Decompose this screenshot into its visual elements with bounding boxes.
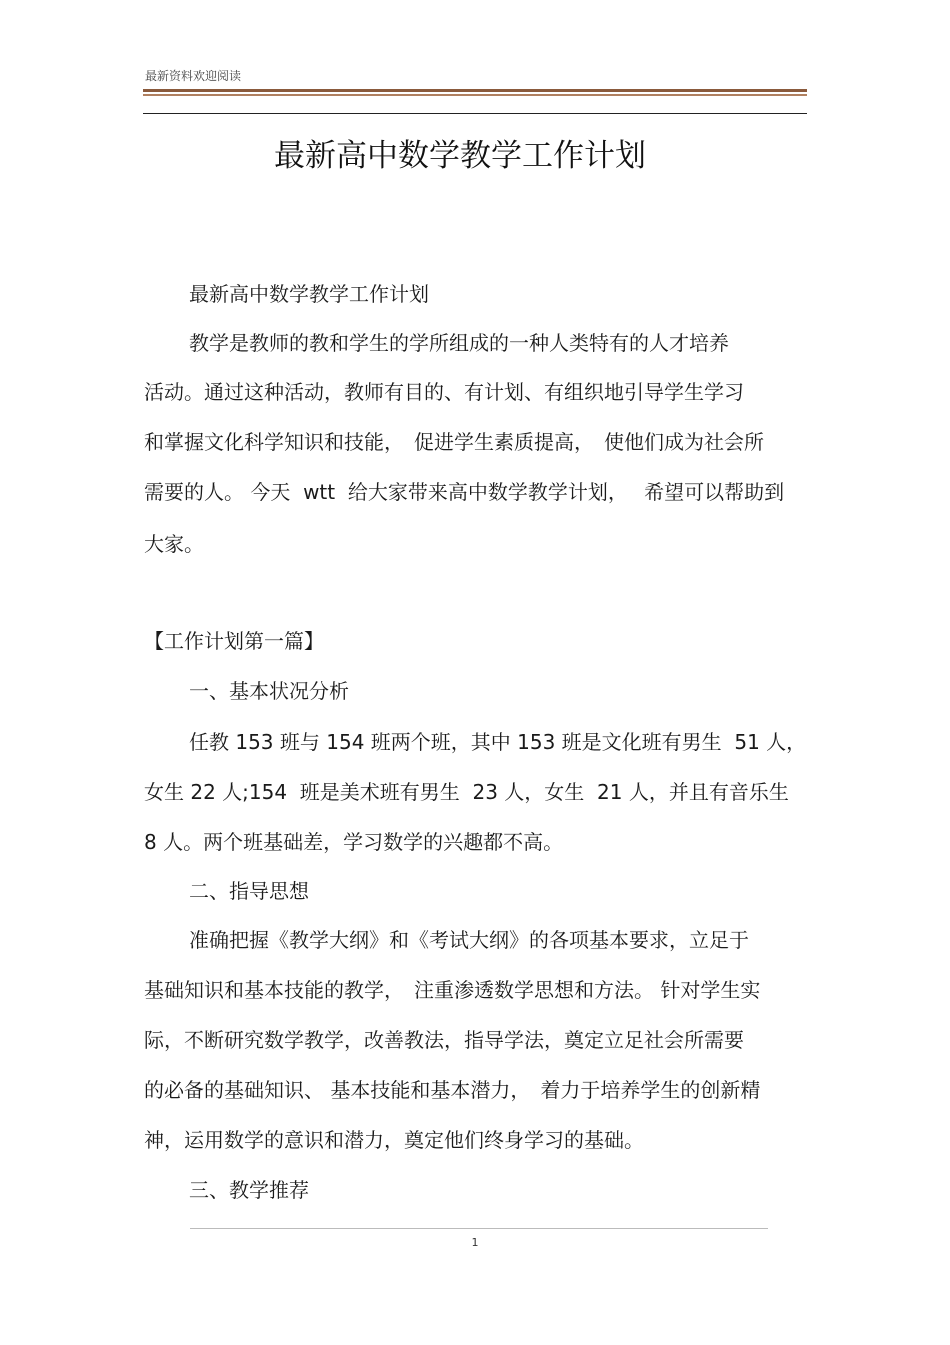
paragraph-line: 活动。通过这种活动，教师有目的、有计划、有组织地引导学生学习 <box>144 380 744 404</box>
paragraph-line: 任教 153 班与 154 班两个班，其中 153 班是文化班有男生 51 人， <box>189 730 807 754</box>
subsection-heading: 三、教学推荐 <box>189 1178 309 1202</box>
subsection-heading: 一、基本状况分析 <box>189 679 349 703</box>
paragraph-line: 大家。 <box>144 532 204 556</box>
header-rule-thick <box>143 89 807 92</box>
paragraph-line: 的必备的基础知识、 基本技能和基本潜力， 着力于培养学生的创新精 <box>144 1078 761 1102</box>
document-title: 最新高中数学教学工作计划 <box>274 138 646 174</box>
header-rule-black <box>143 113 807 114</box>
subtitle-line: 最新高中数学教学工作计划 <box>189 282 429 306</box>
paragraph-line: 际，不断研究数学教学，改善教法，指导学法，奠定立足社会所需要 <box>144 1028 744 1052</box>
paragraph-line: 教学是教师的教和学生的学所组成的一种人类特有的人才培养 <box>189 331 729 355</box>
header-label: 最新资料欢迎阅读 <box>145 69 242 83</box>
footer-rule <box>190 1228 768 1229</box>
paragraph-line: 需要的人。 今天 wtt 给大家带来高中数学教学计划， 希望可以帮助到 <box>144 480 785 504</box>
paragraph-line: 8 人。两个班基础差，学习数学的兴趣都不高。 <box>144 830 564 854</box>
section-heading: 【工作计划第一篇】 <box>144 629 324 653</box>
paragraph-line: 神，运用数学的意识和潜力，奠定他们终身学习的基础。 <box>144 1128 644 1152</box>
paragraph-line: 女生 22 人;154 班是美术班有男生 23 人，女生 21 人，并且有音乐生 <box>144 780 789 804</box>
paragraph-line: 准确把握《教学大纲》和《考试大纲》的各项基本要求，立足于 <box>189 928 749 952</box>
subsection-heading: 二、指导思想 <box>189 879 309 903</box>
paragraph-line: 和掌握文化科学知识和技能， 促进学生素质提高， 使他们成为社会所 <box>144 430 764 454</box>
page-number: 1 <box>471 1236 479 1249</box>
paragraph-line: 基础知识和基本技能的教学， 注重渗透数学思想和方法。 针对学生实 <box>144 978 761 1002</box>
header-rule-thin <box>143 94 807 96</box>
